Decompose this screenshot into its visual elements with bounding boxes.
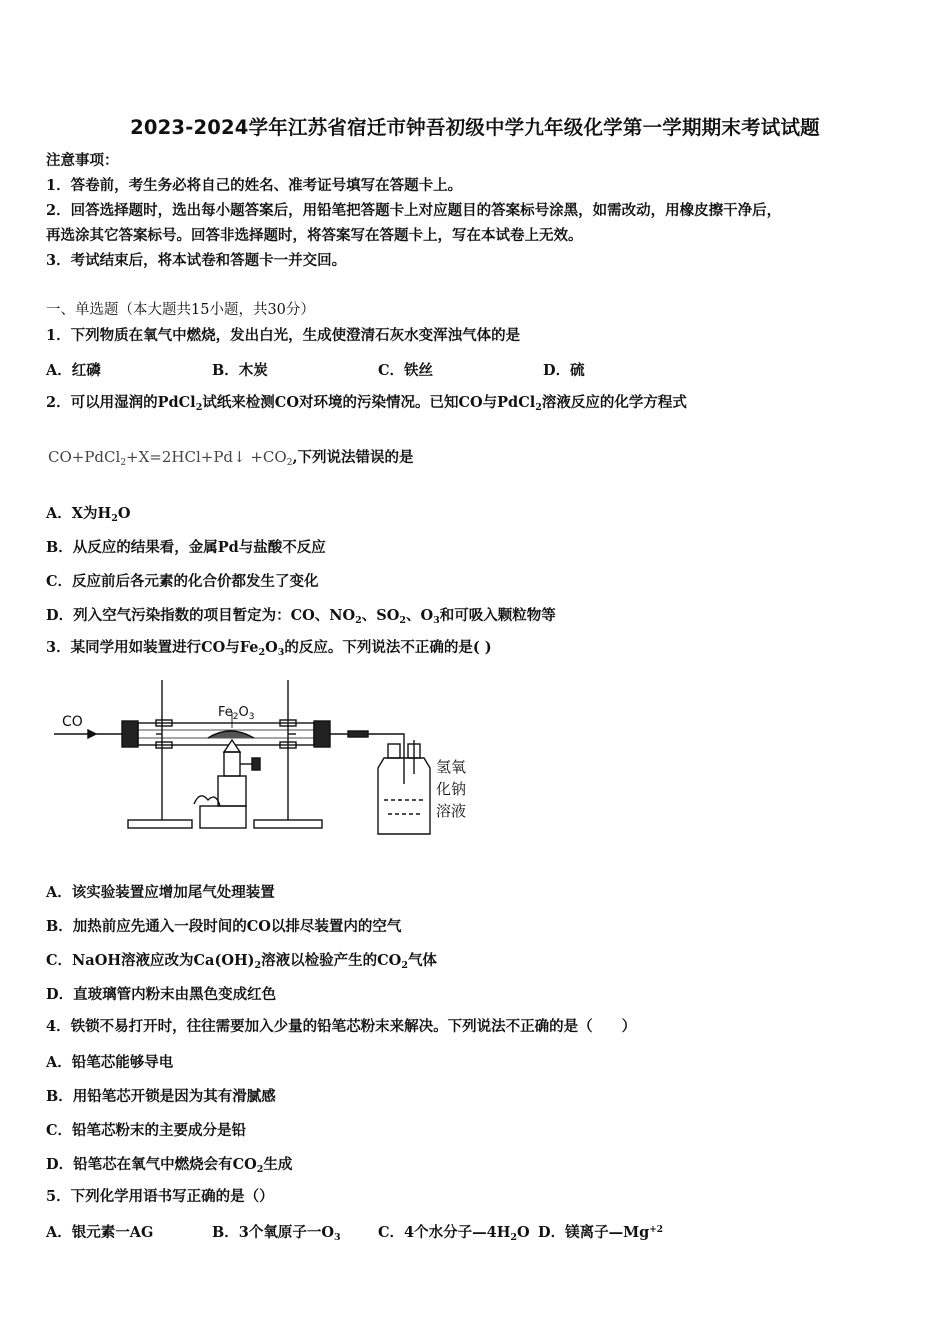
q4-option-c: C．铅笔芯粉末的主要成分是铅 (46, 1122, 247, 1139)
stand-base-left (128, 820, 192, 828)
outlet-tube (368, 734, 404, 784)
equation-part1: CO+PdCl (48, 448, 121, 466)
q3-option-b: B．加热前应先通入一段时间的CO以排尽装置内的空气 (46, 918, 402, 935)
apparatus-diagram (48, 674, 488, 852)
q2-option-a (46, 502, 130, 523)
fe2o3-powder (208, 731, 254, 738)
q2-stem-part1: 2．可以用湿润的PdCl (46, 394, 196, 411)
q2-option-b: B．从反应的结果看，金属Pd与盐酸不反应 (46, 539, 326, 556)
q5-option-a: A．银元素一AG (46, 1224, 154, 1241)
q2-option-c: C．反应前后各元素的化合价都发生了变化 (46, 573, 319, 590)
q3-stem-part2: O (265, 639, 278, 656)
section-heading: 一、单选题（本大题共15小题，共30分） (46, 302, 315, 318)
q4-option-d (46, 1153, 292, 1174)
q4-stem: 4．铁锁不易打开时，往往需要加入少量的铅笔芯粉末来解决。下列说法不正确的是（ ） (46, 1018, 637, 1035)
fe2o3-label (218, 705, 254, 722)
q1-option-d: D．硫 (543, 362, 585, 379)
notice-item-2-cont: 再选涂其它答案标号。回答非选择题时，将答案写在答题卡上，写在本试卷上无效。 (46, 227, 583, 244)
fe-text: Fe (218, 705, 233, 720)
equation-part2: +X=2HCl+Pd↓ +CO (126, 448, 287, 466)
naoh-label-line1: 氢氧 (436, 758, 467, 776)
subscript: 2 (355, 615, 362, 626)
subscript: 2 (510, 1232, 518, 1243)
subscript: 2 (232, 712, 239, 722)
subscript: 2 (399, 615, 406, 626)
q2-option-a-text: A．X为H (46, 505, 112, 522)
notice-heading: 注意事项： (46, 152, 119, 169)
q2-option-d-text-2: 、SO (361, 607, 400, 624)
q2-option-d-text-4: 和可吸入颗粒物等 (439, 607, 556, 624)
q3-stem-part3: 的反应。下列说法不正确的是( ) (284, 639, 492, 656)
q5-option-b-text: B．3个氧原子一O (212, 1224, 334, 1241)
subscript: 2 (535, 402, 542, 413)
q2-stem-part3: 溶液反应的化学方程式 (541, 394, 687, 411)
q2-equation (48, 446, 414, 467)
q4-option-d-text: D．铅笔芯在氧气中燃烧会有CO (46, 1156, 257, 1173)
q3-option-c-text: C．NaOH溶液应改为Ca(OH) (46, 952, 255, 969)
q1-option-c: C．铁丝 (378, 362, 434, 379)
o-text: O (238, 705, 249, 720)
q1-option-b: B．木炭 (212, 362, 268, 379)
subscript: 2 (195, 402, 203, 413)
burner-base (200, 806, 246, 828)
exam-title: 2023-2024学年江苏省宿迁市钟吾初级中学九年级化学第一学期期末考试试题 (130, 116, 820, 139)
q2-stem (46, 393, 687, 413)
q3-option-d: D．直玻璃管内粉末由黑色变成红色 (46, 986, 277, 1003)
q2-option-d-text-3: 、O (406, 607, 434, 624)
naoh-label-line2: 化钠 (436, 780, 467, 798)
naoh-label-line3: 溶液 (436, 802, 467, 820)
q3-option-a: A．该实验装置应增加尾气处理装置 (46, 884, 275, 901)
subscript: 3 (433, 615, 440, 626)
q3-option-c (46, 949, 437, 970)
q5-option-c-text: C．4个水分子—4H (378, 1224, 511, 1241)
co-label: CO (62, 714, 83, 730)
right-stopper (314, 721, 330, 747)
q3-stem (46, 638, 492, 658)
subscript: 2 (254, 960, 262, 971)
subscript: 2 (286, 458, 293, 468)
subscript: 3 (277, 647, 285, 658)
notice-item-3: 3．考试结束后，将本试卷和答题卡一并交回。 (46, 252, 347, 269)
notice-item-2: 2．回答选择题时，选出每小题答案后，用铅笔把答题卡上对应题目的答案标号涂黑，如需改动，用橡皮擦干净后， (46, 202, 782, 219)
q5-option-d (538, 1221, 663, 1242)
q4-option-d-text-2: 生成 (263, 1156, 293, 1173)
q2-stem-part2: 试纸来检测CO对环境的污染情况。已知CO与PdCl (202, 394, 536, 411)
subscript: 2 (401, 960, 408, 971)
arrow-head-icon (88, 730, 96, 738)
q5-option-c (378, 1221, 530, 1242)
flame-icon (224, 740, 240, 752)
left-stopper (122, 721, 138, 747)
notice-item-1: 1．答卷前，考生务必将自己的姓名、准考证号填写在答题卡上。 (46, 177, 463, 194)
stand-base-right (254, 820, 322, 828)
q4-option-b: B．用铅笔芯开锁是因为其有滑腻感 (46, 1088, 276, 1105)
q2-option-d-text: D．列入空气污染指数的项目暂定为：CO、NO (46, 607, 356, 624)
subscript: 2 (256, 1164, 264, 1175)
subscript: 2 (120, 458, 127, 468)
q5-option-d-text: D．镁离子—Mg (538, 1224, 650, 1241)
q2-option-a-text-end: O (117, 505, 131, 522)
burner-body (218, 776, 246, 806)
subscript: 3 (248, 712, 255, 722)
q4-option-a: A．铅笔芯能够导电 (46, 1054, 174, 1071)
superscript: +2 (649, 1225, 664, 1235)
q3-option-c-text-2: 溶液以检验产生的CO (261, 952, 402, 969)
subscript: 2 (111, 513, 118, 524)
q1-option-a: A．红磷 (46, 362, 101, 379)
burner-valve (194, 796, 220, 806)
q3-stem-part1: 3．某同学用如装置进行CO与Fe (46, 639, 259, 656)
q3-option-c-text-3: 气体 (407, 952, 437, 969)
q2-option-d (46, 604, 556, 625)
q5-option-b (212, 1221, 341, 1242)
subscript: 3 (333, 1232, 341, 1243)
q1-stem: 1．下列物质在氧气中燃烧，发出白光，生成使澄清石灰水变浑浊气体的是 (46, 327, 521, 344)
burner-tube (224, 752, 240, 776)
q5-stem: 5．下列化学用语书写正确的是（） (46, 1188, 274, 1205)
rubber-tube (348, 731, 368, 737)
q5-option-c-text-2: O (517, 1224, 530, 1241)
subscript: 2 (258, 647, 266, 658)
q2-equation-tail: ,下列说法错误的是 (292, 449, 414, 466)
